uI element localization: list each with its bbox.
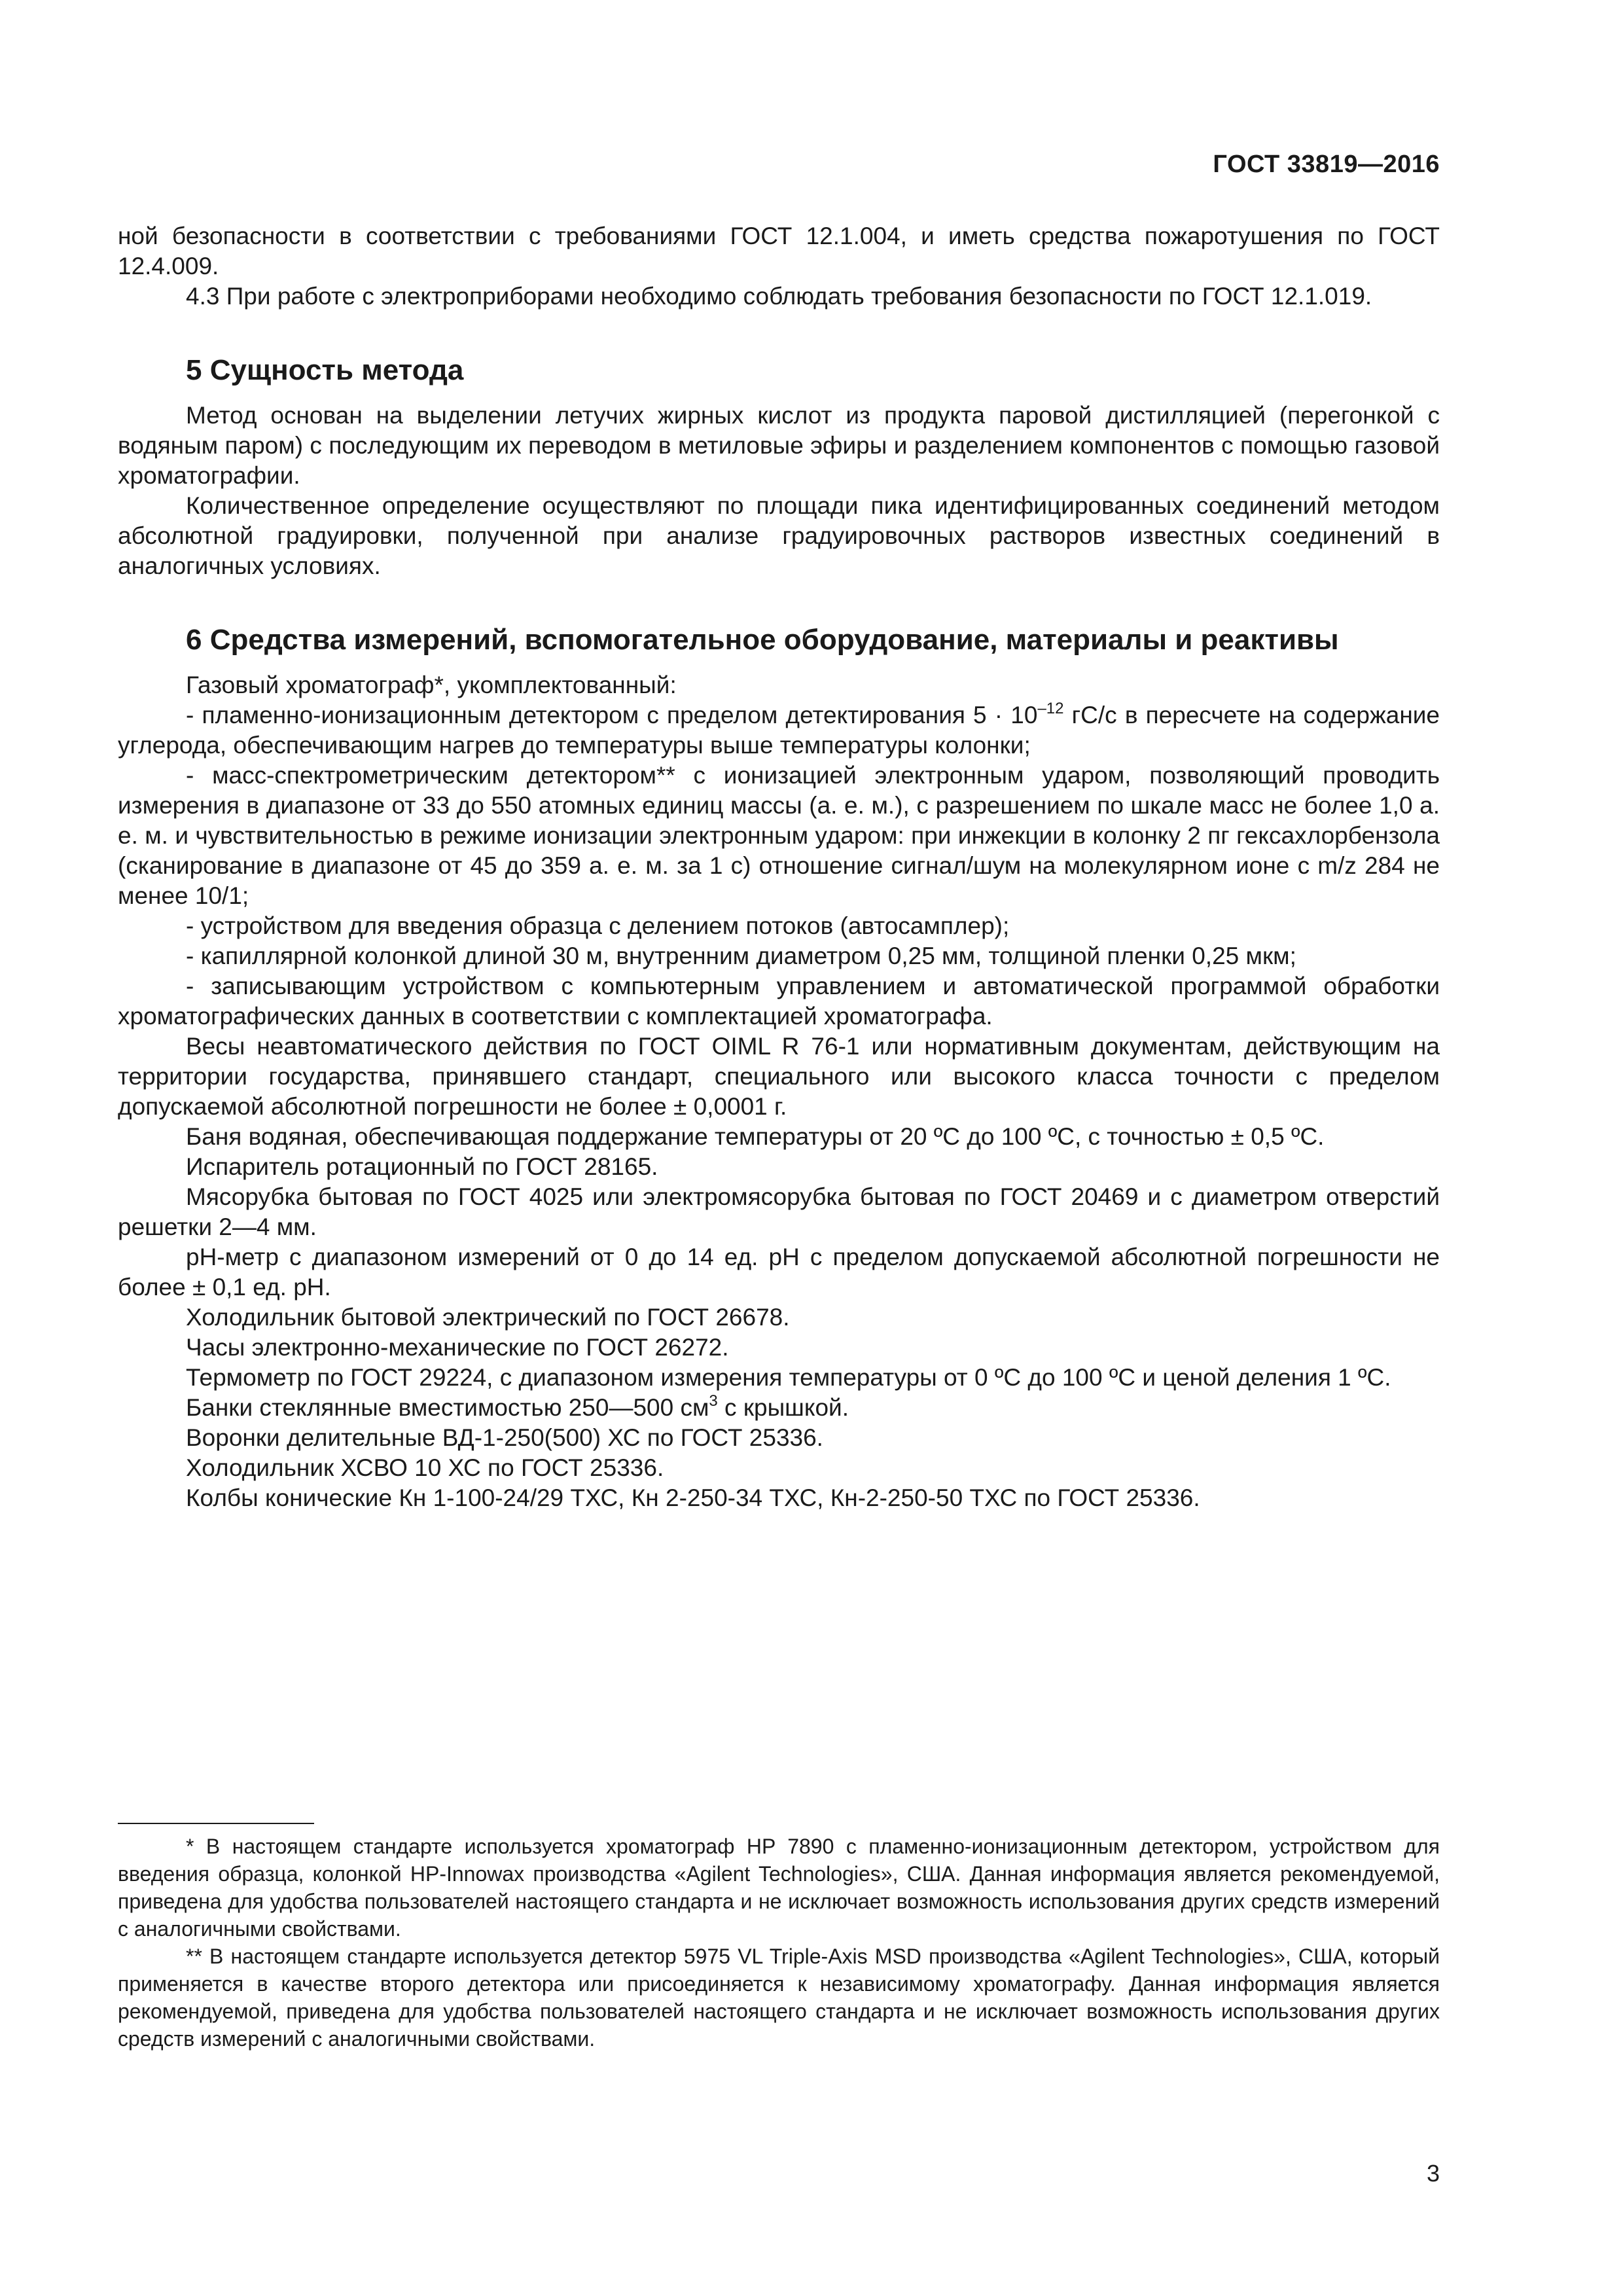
clock-item: Часы электронно-механические по ГОСТ 26272. — [186, 1334, 729, 1361]
footnotes — [118, 1833, 1440, 2053]
condenser-item: Холодильник ХСВО 10 ХС по ГОСТ 25336. — [186, 1454, 664, 1481]
document-page — [118, 0, 1440, 2296]
fid-text-before: - пламенно-ионизационным детектором с пределом детектирования 5 · 10 — [186, 702, 1038, 728]
fid-detector-item — [118, 700, 1440, 761]
section-5-paragraph-1: Метод основан на выделении летучих жирных кислот из продукта паровой дистилляцией (перегонкой с водяным паром) с последующим их переводом в метиловые эфиры и разделением компонентов с помощью газовой хроматографии. — [118, 402, 1440, 489]
jars-exponent: 3 — [709, 1391, 718, 1410]
ph-meter-item: рН-метр с диапазоном измерений от 0 до 14 ед. рН с пределом допускаемой абсолютной погрешности не более ± 0,1 ед. рН. — [118, 1244, 1440, 1300]
jars-item — [118, 1393, 1440, 1423]
section-5-heading: 5 Сущность метода — [186, 354, 464, 386]
footnote-2: ** В настоящем стандарте используется детектор 5975 VL Triple-Axis MSD производства «Agilent Technologies», США, который применяется в качестве второго детектора или присоединяется к независимому хроматографу. Данная информация является рекомендуемой, приведена для удобства пользователей настоящего стандарта и не исключает возможность использования других средств измерений с аналогичными свойствами. — [118, 1945, 1440, 2051]
meat-grinder-item: Мясорубка бытовая по ГОСТ 4025 или электромясорубка бытовая по ГОСТ 20469 и с диаметром отверстий решетки 2—4 мм. — [118, 1183, 1440, 1240]
evaporator-item: Испаритель ротационный по ГОСТ 28165. — [186, 1153, 658, 1180]
flasks-item: Колбы конические Кн 1-100-24/29 ТХС, Кн 2-250-34 ТХС, Кн-2-250-50 ТХС по ГОСТ 25336. — [186, 1484, 1200, 1511]
fid-exponent: –12 — [1037, 699, 1064, 717]
thermometer-item: Термометр по ГОСТ 29224, с диапазоном измерения температуры от 0 ºС до 100 ºС и ценой деления 1 ºС. — [186, 1364, 1391, 1391]
main-text — [118, 221, 1440, 1513]
funnels-item: Воронки делительные ВД-1-250(500) ХС по ГОСТ 25336. — [186, 1424, 823, 1451]
intro-paragraph-1: ной безопасности в соответствии с требованиями ГОСТ 12.1.004, и иметь средства пожаротушения по ГОСТ 12.4.009. — [118, 223, 1440, 279]
standard-number-header: ГОСТ 33819—2016 — [1213, 151, 1440, 178]
footnote-1: * В настоящем стандарте используется хроматограф HP 7890 с пламенно-ионизационным детектором, устройством для введения образца, колонкой HP-Innowax производства «Agilent Technologies», США. Данная информация является рекомендуемой, приведена для удобства пользователей настоящего стандарта и не исключает возможность использования других средств измерений с аналогичными свойствами. — [118, 1835, 1440, 1941]
section-5-paragraph-2: Количественное определение осуществляют по площади пика идентифицированных соединений методом абсолютной градуировки, полученной при анализе градуировочных растворов известных соединений в аналогичных условиях. — [118, 492, 1440, 579]
chromatograph-intro: Газовый хроматограф*, укомплектованный: — [186, 672, 677, 698]
fid-text-after: гС/с в пересчете на содержание углерода, обеспечивающим нагрев до температуры выше температуры колонки; — [118, 702, 1440, 759]
footnote-divider — [118, 1823, 314, 1824]
page-number: 3 — [1426, 2160, 1440, 2187]
refrigerator-item: Холодильник бытовой электрический по ГОСТ 26678. — [186, 1304, 790, 1331]
autosampler-item: - устройством для введения образца с делением потоков (автосамплер); — [186, 912, 1010, 939]
column-item: - капиллярной колонкой длиной 30 м, внутренним диаметром 0,25 мм, толщиной пленки 0,25 мкм; — [186, 942, 1296, 969]
jars-text-after: с крышкой. — [717, 1394, 849, 1421]
msd-detector-item: - масс-спектрометрическим детектором** с ионизацией электронным ударом, позволяющий проводить измерения в диапазоне от 33 до 550 атомных единиц массы (а. е. м.), с разрешением по шкале масс не более 1,0 а. е. м. и чувствительностью в режиме ионизации электронным ударом: при инжекции в колонку 2 пг гексахлорбензола (сканирование в диапазоне от 45 до 359 а. е. м. за 1 с) отношение сигнал/шум на молекулярном ионе с m/z 284 не менее 10/1; — [118, 762, 1440, 909]
scales-item: Весы неавтоматического действия по ГОСТ OIML R 76-1 или нормативным документам, действующим на территории государства, принявшего стандарт, специального или высокого класса точности с пределом допускаемой абсолютной погрешности не более ± 0,0001 г. — [118, 1033, 1440, 1120]
jars-text-before: Банки стеклянные вместимостью 250—500 см — [186, 1394, 709, 1421]
water-bath-item: Баня водяная, обеспечивающая поддержание температуры от 20 ºС до 100 ºС, с точностью ± 0,5 ºС. — [186, 1123, 1325, 1150]
section-6-heading: 6 Средства измерений, вспомогательное оборудование, материалы и реактивы — [186, 624, 1339, 656]
intro-paragraph-2: 4.3 При работе с электроприборами необходимо соблюдать требования безопасности по ГОСТ 12.1.019. — [186, 283, 1372, 310]
recorder-item: - записывающим устройством с компьютерным управлением и автоматической программой обработки хроматографических данных в соответствии с комплектацией хроматографа. — [118, 973, 1440, 1030]
